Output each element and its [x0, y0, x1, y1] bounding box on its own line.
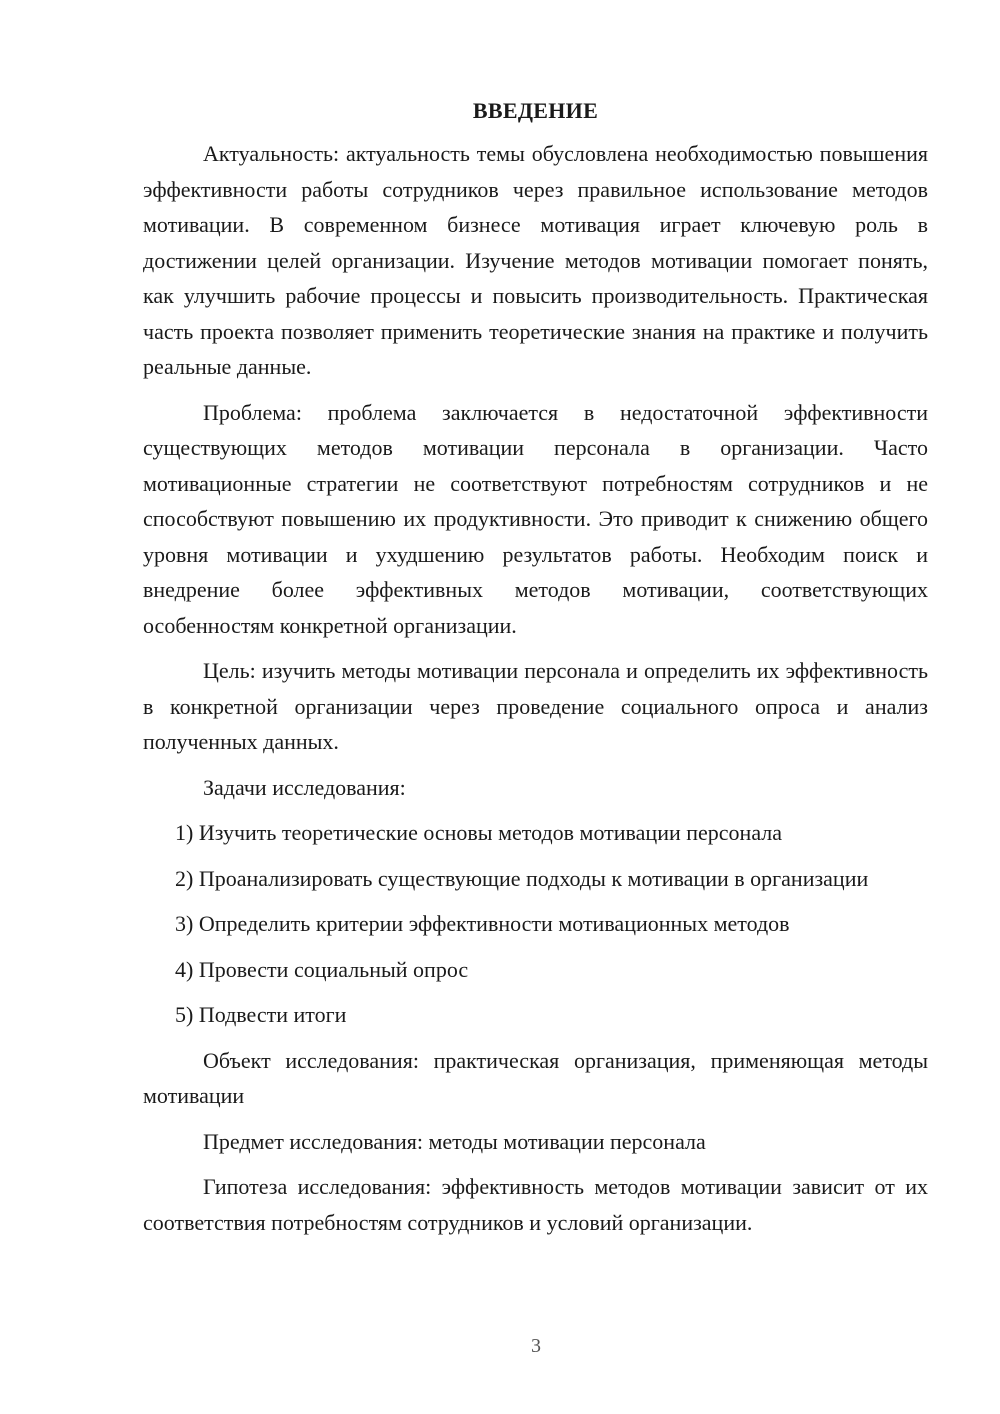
paragraph-object: Объект исследования: практическая организация, применяющая методы мотивации — [143, 1047, 928, 1108]
task-item-2: 2) Проанализировать существующие подходы к мотивации в организации — [175, 865, 869, 891]
task-item-5: 5) Подвести итоги — [175, 1002, 347, 1027]
page-content — [143, 96, 928, 1250]
paragraph-relevance: Актуальность: актуальность темы обусловлена необходимостью повышения эффективности работы сотрудников через правильное использование методов мотивации. В современном бизнесе мотивация играет ключевую роль в достижении целей организации. Изучение методов мотивации помогает понять, как улучшить рабочие процессы и повысить производительность. Практическая часть проекта позволяет применить теоретические знания на практике и получить реальные данные. — [143, 141, 928, 379]
paragraph-goal: Цель: изучить методы мотивации персонала и определить их эффективность в конкретной организации через проведение социального опроса и анализ полученных данных. — [143, 658, 928, 754]
task-item-4: 4) Провести социальный опрос — [175, 956, 469, 982]
tasks-heading: Задачи исследования: — [203, 774, 406, 800]
page-title: ВВЕДЕНИЕ — [472, 98, 599, 123]
paragraph-problem: Проблема: проблема заключается в недостаточной эффективности существующих методов мотивации персонала в организации. Часто мотивационные стратегии не соответствуют потребностям сотрудников и не способствуют повышению их продуктивности. Это приводит к снижению общего уровня мотивации и ухудшению результатов работы. Необходим поиск и внедрение более эффективных методов мотивации, соответствующих особенностям конкретной организации. — [143, 399, 928, 638]
page-number: 3 — [531, 1335, 541, 1357]
task-item-3: 3) Определить критерии эффективности мотивационных методов — [175, 911, 790, 936]
paragraph-hypothesis: Гипотеза исследования: эффективность методов мотивации зависит от их соответствия потребностям сотрудников и условий организации. — [143, 1174, 928, 1235]
paragraph-subject: Предмет исследования: методы мотивации персонала — [203, 1128, 706, 1154]
task-item-1: 1) Изучить теоретические основы методов мотивации персонала — [175, 820, 783, 845]
